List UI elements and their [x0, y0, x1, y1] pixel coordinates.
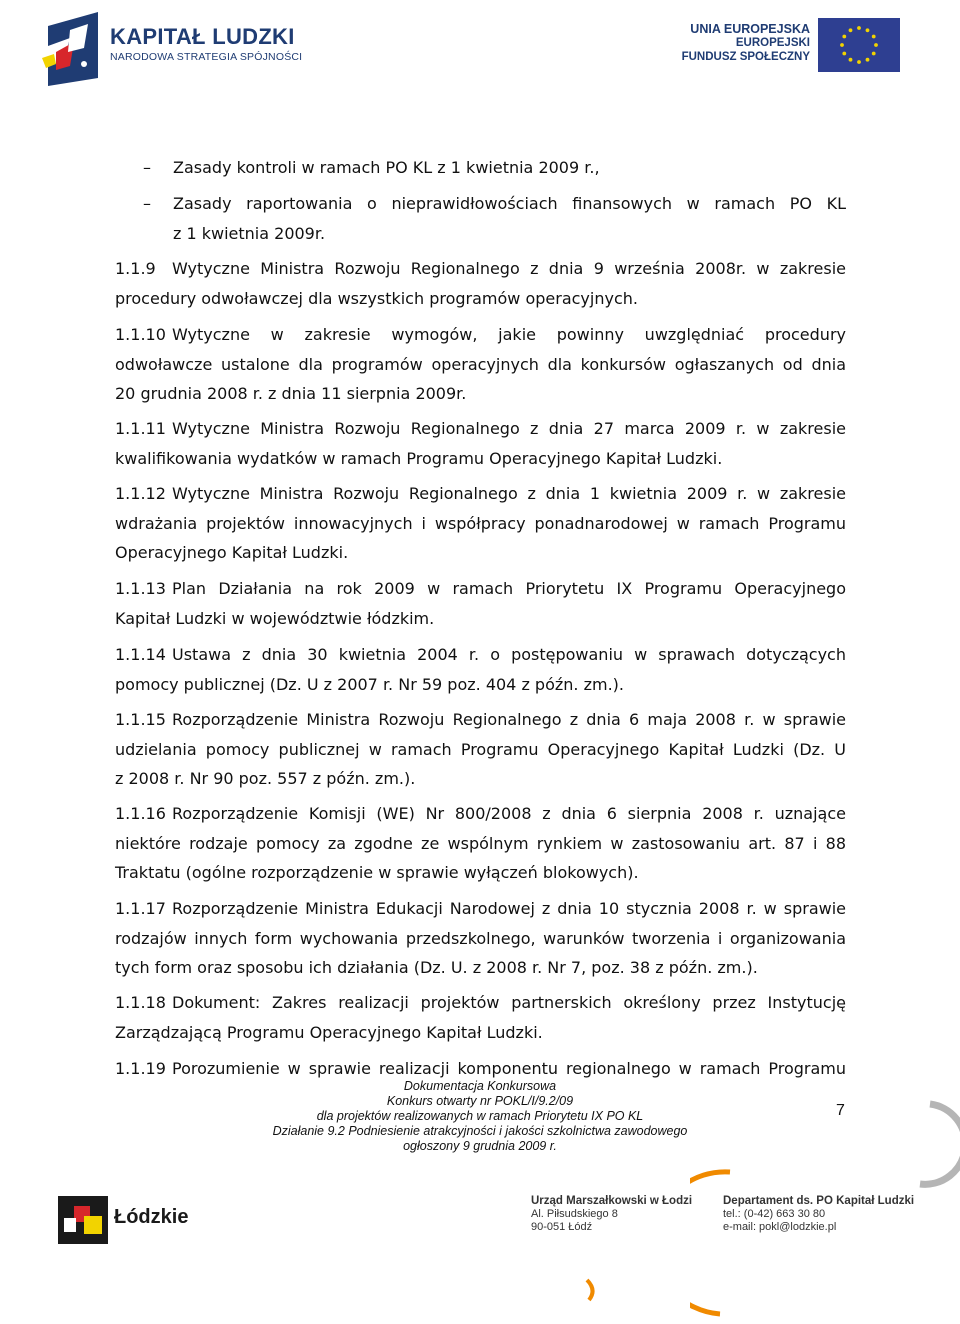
- department-name: Departament ds. PO Kapitał Ludzki: [723, 1195, 915, 1207]
- item-text: Rozporządzenie Komisji (WE) Nr 800/2008 z dnia 6 sierpnia 2008 r. uznające: [172, 804, 846, 823]
- item-continuation-line: kwalifikowania wydatków w ramach Programu Operacyjnego Kapitał Ludzki.: [115, 448, 723, 468]
- department-email: e-mail: pokl@lodzkie.pl: [723, 1221, 837, 1233]
- item-text: Dokument: Zakres realizacji projektów partnerskich określony przez Instytucję: [172, 993, 846, 1012]
- item-number: 1.1.10: [115, 325, 166, 344]
- item-number: 1.1.13: [115, 579, 166, 598]
- item-first-line: [115, 705, 846, 735]
- item-continuation-line: niektóre rodzaje pomocy za zgodne ze wspólnym rynkiem w zastosowaniu art. 87 i 88: [115, 833, 846, 853]
- numbered-item: [115, 705, 846, 794]
- urzad-marszalkowski-contact: [531, 1195, 692, 1234]
- lodzkie-label: Łódzkie: [114, 1206, 189, 1228]
- item-text: Ustawa z dnia 30 kwietnia 2004 r. o postępowaniu w sprawach dotyczących: [172, 645, 846, 664]
- um-address-2: 90-051 Łódź: [531, 1221, 593, 1233]
- page-number: 7: [836, 1102, 845, 1119]
- footer-line-3: dla projektów realizowanych w ramach Priorytetu IX PO KL: [316, 1109, 644, 1123]
- item-continuation-line: Zarządzającą Programu Operacyjnego Kapitał Ludzki.: [115, 1022, 543, 1042]
- list-item-text: Zasady kontroli w ramach PO KL z 1 kwietnia 2009 r.,: [173, 158, 600, 177]
- eu-star-icon: [866, 58, 870, 62]
- eu-star-icon: [872, 52, 876, 56]
- item-first-line: [115, 320, 846, 350]
- eu-label: [682, 22, 810, 64]
- item-continuation-line: Traktatu (ogólne rozporządzenie w sprawie wyłączeń blokowych).: [115, 863, 639, 882]
- item-number: 1.1.17: [115, 899, 166, 918]
- item-text: Porozumienie w sprawie realizacji komponentu regionalnego w ramach Programu: [172, 1059, 846, 1078]
- item-number: 1.1.19: [115, 1059, 166, 1078]
- item-number: 1.1.12: [115, 484, 166, 503]
- lodzkie-logo-icon: [58, 1196, 108, 1244]
- item-text: Wytyczne Ministra Rozwoju Regionalnego z dnia 1 kwietnia 2009 r. w zakresie: [172, 484, 846, 503]
- footer-line-1: Dokumentacja Konkursowa: [403, 1079, 557, 1093]
- item-continuation-line: odwoławcze ustalone dla programów operacyjnych dla konkursów ogłaszanych od dnia: [115, 354, 846, 374]
- footer-line-4: Działanie 9.2 Podniesienie atrakcyjności i jakości szkolnictwa zawodowego: [272, 1124, 688, 1138]
- item-number: 1.1.15: [115, 710, 166, 729]
- eu-line-2: EUROPEJSKI: [735, 37, 810, 49]
- numbered-item: [115, 254, 846, 313]
- item-first-line: [115, 479, 846, 509]
- eu-star-icon: [840, 43, 844, 47]
- item-text: Wytyczne Ministra Rozwoju Regionalnego z dnia 9 września 2008r. w zakresie: [172, 259, 846, 278]
- department-phone: tel.: (0-42) 663 30 80: [723, 1208, 826, 1220]
- footer-line-2: Konkurs otwarty nr POKL/I/9.2/09: [386, 1094, 574, 1108]
- eu-star-icon: [857, 26, 861, 30]
- list-item-text: Zasady raportowania o nieprawidłowościach finansowych w ramach PO KL: [173, 194, 846, 213]
- decorative-mark-icon: [585, 1278, 597, 1302]
- decorative-arc-icon: [880, 1100, 960, 1190]
- um-name: Urząd Marszałkowski w Łodzi: [531, 1195, 693, 1207]
- kl-subtitle: NARODOWA STRATEGIA SPÓJNOŚCI: [110, 51, 303, 63]
- item-continuation-line: pomocy publicznej (Dz. U z 2007 r. Nr 59 poz. 404 z późn. zm.).: [115, 674, 624, 694]
- eu-line-1: UNIA EUROPEJSKA: [690, 22, 810, 36]
- item-continuation-line: wdrażania projektów innowacyjnych i współpracy ponadnarodowej w ramach Programu: [115, 513, 846, 533]
- item-text: Wytyczne Ministra Rozwoju Regionalnego z dnia 27 marca 2009 r. w zakresie: [172, 419, 846, 438]
- numbered-item: [115, 799, 846, 888]
- item-first-line: [115, 254, 846, 284]
- numbered-item: [115, 988, 846, 1047]
- um-address-1: Al. Piłsudskiego 8: [531, 1208, 618, 1220]
- item-text: Wytyczne w zakresie wymogów, jakie powinny uwzględniać procedury: [172, 325, 846, 344]
- item-number: 1.1.14: [115, 645, 166, 664]
- item-continuation-line: z 2008 r. Nr 90 poz. 557 z późn. zm.).: [115, 769, 416, 788]
- footer-line-5: ogłoszony 9 grudnia 2009 r.: [403, 1139, 557, 1153]
- numbered-item: [115, 640, 846, 699]
- dash-marker: –: [143, 158, 151, 177]
- item-continuation-line: procedury odwoławczej dla wszystkich programów operacyjnych.: [115, 288, 638, 308]
- list-item-text: z 1 kwietnia 2009r.: [173, 223, 326, 243]
- eu-star-icon: [874, 43, 878, 47]
- item-first-line: [115, 799, 846, 829]
- item-first-line: [115, 894, 846, 924]
- numbered-item: [115, 320, 846, 409]
- eu-star-icon: [842, 52, 846, 56]
- numbered-item: [115, 894, 846, 983]
- item-first-line: [115, 988, 846, 1018]
- dash-marker: –: [143, 194, 151, 213]
- item-text: Rozporządzenie Ministra Rozwoju Regionalnego z dnia 6 maja 2008 r. w sprawie: [172, 710, 846, 729]
- numbered-item: [115, 414, 846, 473]
- decorative-ring-icon: [690, 1168, 750, 1318]
- item-first-line: [115, 640, 846, 670]
- kl-title: KAPITAŁ LUDZKI: [110, 24, 295, 49]
- item-first-line: [115, 414, 846, 444]
- list-item: [143, 189, 846, 248]
- eu-star-icon: [842, 35, 846, 39]
- item-continuation-line: Kapitał Ludzki w województwie łódzkim.: [115, 608, 435, 628]
- eu-star-icon: [857, 60, 861, 64]
- item-text: Rozporządzenie Ministra Edukacji Narodowej z dnia 10 stycznia 2008 r. w sprawie: [172, 899, 846, 918]
- eu-star-icon: [849, 28, 853, 32]
- item-continuation-line: tych form oraz sposobu ich działania (Dz. U. z 2008 r. Nr 7, poz. 38 z późn. zm.).: [115, 958, 758, 977]
- item-number: 1.1.16: [115, 804, 166, 823]
- eu-flag-icon: [818, 18, 900, 72]
- eu-star-icon: [866, 28, 870, 32]
- item-continuation-line: 20 grudnia 2008 r. z dnia 11 sierpnia 2009r.: [115, 384, 467, 403]
- eu-line-3: FUNDUSZ SPOŁECZNY: [681, 51, 810, 63]
- eu-star-icon: [849, 58, 853, 62]
- item-continuation-line: rodzajów innych form wychowania przedszkolnego, warunków tworzenia i organizowania: [115, 928, 846, 948]
- department-contact: [723, 1195, 914, 1234]
- item-first-line: [115, 574, 846, 604]
- item-continuation-line: Operacyjnego Kapitał Ludzki.: [115, 543, 349, 562]
- eu-star-icon: [872, 35, 876, 39]
- list-item: [143, 153, 846, 183]
- numbered-item: [115, 479, 846, 568]
- item-number: 1.1.9: [115, 259, 156, 278]
- item-number: 1.1.11: [115, 419, 166, 438]
- document-footer: [240, 1079, 720, 1154]
- item-number: 1.1.18: [115, 993, 166, 1012]
- item-text: Plan Działania na rok 2009 w ramach Priorytetu IX Programu Operacyjnego: [172, 579, 846, 598]
- item-continuation-line: udzielania pomocy publicznej w ramach Programu Operacyjnego Kapitał Ludzki (Dz. U: [115, 739, 846, 759]
- numbered-item: [115, 574, 846, 633]
